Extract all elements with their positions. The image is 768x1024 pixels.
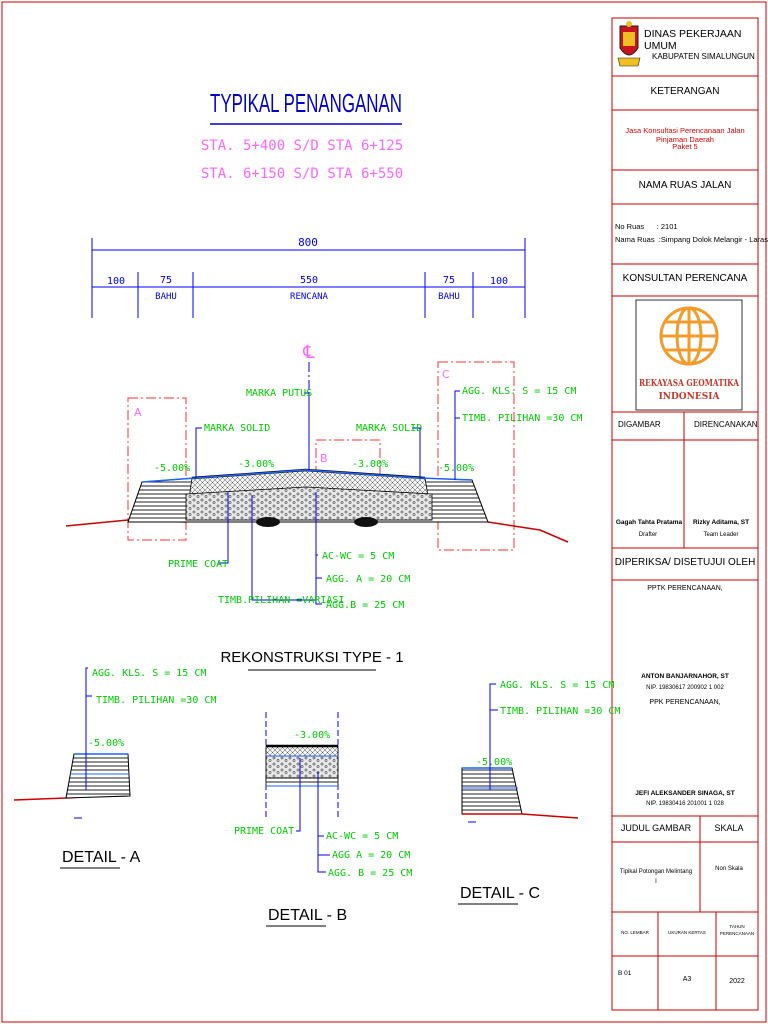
ukuran-value: A3 <box>682 976 692 983</box>
nama-ruas-value: Nama Ruas :Simpang Dolok Melangir - Laras <box>615 235 768 244</box>
skala-heading: SKALA <box>714 823 744 833</box>
label-agg-kls-s: AGG. KLS. S = 15 CM <box>462 386 577 397</box>
detail-b-agg-a: AGG A = 20 CM <box>332 850 411 861</box>
label-marka-solid-left: MARKA SOLID <box>204 423 271 434</box>
detail-c-timb: TIMB. PILIHAN =30 CM <box>500 706 621 717</box>
detail-b-ac-wc: AC-WC = 5 CM <box>326 831 399 842</box>
lembar-value: B 01 <box>618 970 632 977</box>
consultant-logo-text-1: REKAYASA GEOMATIKA <box>639 379 740 389</box>
label-prime-coat: PRIME COAT <box>168 559 229 570</box>
detail-a-agg: AGG. KLS. S = 15 CM <box>92 668 207 679</box>
detail-mark-a: A <box>134 406 142 419</box>
jefi-nip: NIP. 19830416 201001 1 028 <box>646 801 724 807</box>
dim-total: 800 <box>298 236 318 249</box>
label-timb-variasi: TIMB.PILIHAN =VARIASI <box>218 595 345 606</box>
slope-right-5: -5.00% <box>438 463 475 474</box>
label-agg-b: AGG.B = 25 CM <box>326 600 405 611</box>
slope-right-3: -3.00% <box>352 459 389 470</box>
dim-left-bahu: 75 <box>159 275 173 286</box>
label-rencana: RENCANA <box>290 292 328 302</box>
keterangan-heading: KETERANGAN <box>650 86 720 97</box>
label-marka-solid-right: MARKA SOLID <box>356 423 423 434</box>
globe-icon <box>661 308 717 364</box>
project-package: Paket 5 <box>672 142 698 151</box>
tahun-label-2: PERENCANAAN <box>719 931 755 936</box>
detail-b-title: DETAIL - B <box>268 907 348 924</box>
detail-a-slope: -5.00% <box>88 738 125 749</box>
detail-a-timb: TIMB. PILIHAN =30 CM <box>96 695 217 706</box>
detail-c-slope: -5.00% <box>476 757 513 768</box>
tahun-value: 2022 <box>729 978 745 985</box>
tahun-label: TAHUN <box>729 924 745 929</box>
diperiksa-heading: DIPERIKSA/ DISETUJUI OLEH <box>614 557 756 568</box>
nama-ruas-heading: NAMA RUAS JALAN <box>638 180 732 191</box>
label-ac-wc: AC-WC = 5 CM <box>322 551 395 562</box>
pptk-label: PPTK PERENCANAAN, <box>647 585 723 592</box>
drafter-name: Gagah Tahta Pratama <box>615 519 683 526</box>
no-lembar-label: NO. LEMBAR <box>621 930 649 935</box>
road-cross-section <box>66 470 568 542</box>
label-bahu-left: BAHU <box>155 292 177 302</box>
consultant-logo-text-2: INDONESIA <box>658 392 720 402</box>
regency-emblem-icon <box>618 21 640 66</box>
judul-heading: JUDUL GAMBAR <box>620 823 692 833</box>
section-title: REKONSTRUKSI TYPE - 1 <box>220 649 404 666</box>
detail-c-title: DETAIL - C <box>460 885 541 902</box>
label-bahu-right: BAHU <box>438 292 460 302</box>
no-ruas: No Ruas : 2101 <box>615 222 678 231</box>
detail-c-agg: AGG. KLS. S = 15 CM <box>500 680 615 691</box>
dim-carriageway: 550 <box>299 275 319 286</box>
detail-b-prime: PRIME COAT <box>234 826 295 837</box>
drafter-role: Drafter <box>638 532 658 538</box>
ppk-label: PPK PERENCANAAN, <box>649 699 721 706</box>
sta-range-1: STA. 5+400 S/D STA 6+125 <box>200 138 404 154</box>
agency-name: DINAS PEKERJAAN UMUM <box>644 28 742 52</box>
konsultan-heading: KONSULTAN PERENCANA <box>622 273 748 284</box>
anton-nip: NIP. 19830617 200902 1 002 <box>646 685 724 691</box>
detail-mark-b: B <box>320 452 328 465</box>
label-marka-putus: MARKA PUTUS <box>246 388 313 399</box>
detail-mark-c: C <box>442 368 450 381</box>
project-name: Jasa Konsultasi Perencanaan Jalan Pinjaman Daerah <box>625 126 745 144</box>
regency-name: KABUPATEN SIMALUNGUN <box>652 52 755 61</box>
drawing-title: TYPIKAL PENANGANAN <box>210 88 402 118</box>
judul-value: Tipikal Potongan Melintang <box>619 869 693 875</box>
jefi-name: JEFI ALEKSANDER SINAGA, ST <box>635 790 735 797</box>
detail-a-title: DETAIL - A <box>62 849 141 866</box>
detail-c-drawing <box>462 684 578 822</box>
sta-range-2: STA. 6+150 S/D STA 6+550 <box>200 166 404 182</box>
detail-b-agg-b: AGG. B = 25 CM <box>328 868 413 879</box>
leader-role: Team Leader <box>703 532 739 538</box>
titleblock-border <box>612 18 768 1010</box>
slope-left-3: -3.00% <box>238 459 275 470</box>
digambar-label: DIGAMBAR <box>618 420 661 429</box>
label-timb-pilihan: TIMB. PILIHAN =30 CM <box>462 413 583 424</box>
slope-left-5: -5.00% <box>154 463 191 474</box>
dim-right-edge: 100 <box>489 276 509 287</box>
skala-value: Non Skala <box>715 866 743 872</box>
anton-name: ANTON BANJARNAHOR, ST <box>641 673 729 680</box>
direncanakan-label: DIRENCANAKAN <box>694 420 758 429</box>
label-agg-a: AGG. A = 20 CM <box>326 574 411 585</box>
judul-value-roman: I <box>655 879 657 885</box>
centerline-symbol: ℄ <box>303 342 315 363</box>
detail-b-slope: -3.00% <box>294 730 331 741</box>
ukuran-kertas-label: UKURAN KERTAS <box>668 930 706 935</box>
leader-name: Rizky Aditama, ST <box>692 519 750 526</box>
dim-left-edge: 100 <box>106 276 126 287</box>
dim-right-bahu: 75 <box>442 275 456 286</box>
